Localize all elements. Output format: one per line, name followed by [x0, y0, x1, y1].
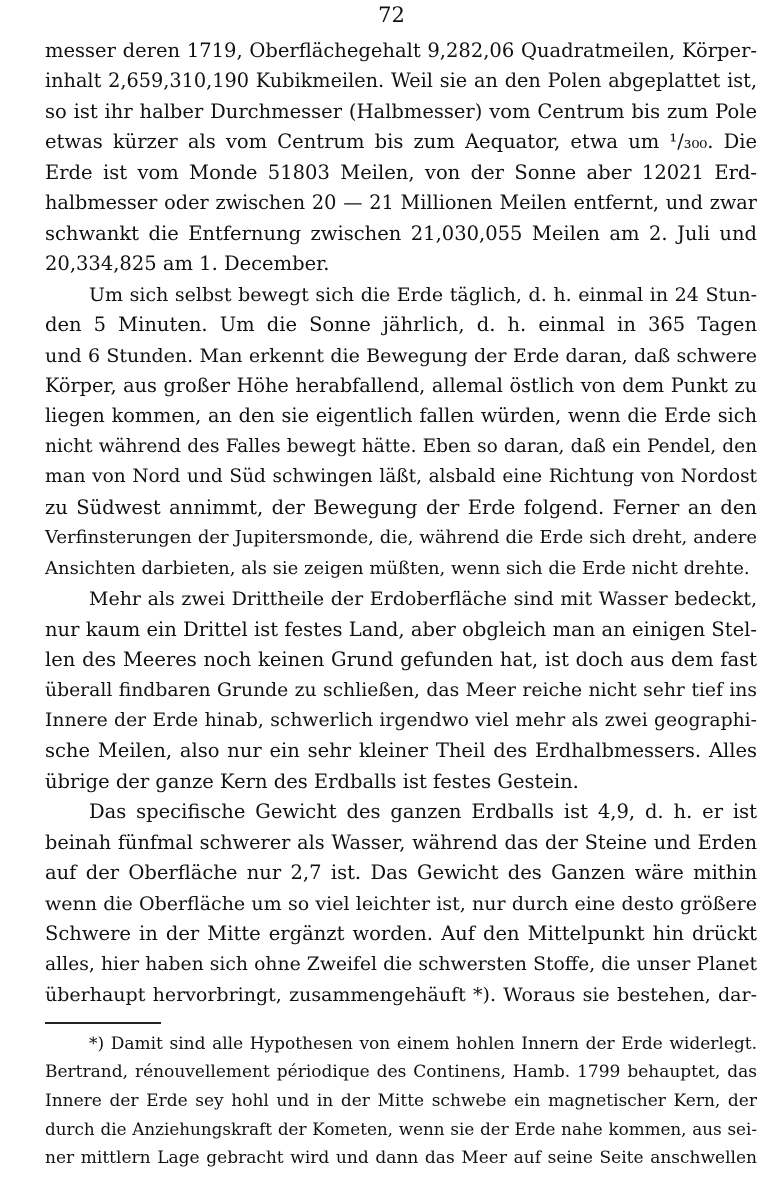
footnote-line: Innere der Erde sey hohl und in der Mitte schwebe ein magnetischer Kern, der — [45, 1090, 757, 1111]
text-line: überhaupt hervorbringt, zusammengehäuft *). Woraus sie bestehen, dar- — [45, 984, 757, 1007]
text-line: Das specifische Gewicht des ganzen Erdballs ist 4,9, d. h. er ist — [89, 800, 757, 824]
text-line: Innere der Erde hinab, schwerlich irgendwo viel mehr als zwei geographi- — [45, 709, 757, 731]
text-line: auf der Oberfläche nur 2,7 ist. Das Gewicht des Ganzen wäre mithin — [45, 861, 757, 885]
paragraph-1 — [45, 36, 757, 280]
paragraph-3 — [45, 584, 757, 797]
text-line: beinah fünfmal schwerer als Wasser, während das der Steine und Erden — [45, 830, 757, 854]
paragraph-4 — [45, 797, 757, 1010]
text-line: den 5 Minuten. Um die Sonne jährlich, d. h. einmal in 365 Tagen — [45, 313, 757, 337]
text-line: 20,334,825 am 1. December. — [45, 252, 330, 276]
text-line: sche Meilen, also nur ein sehr kleiner Theil des Erdhalbmessers. Alles — [45, 739, 757, 763]
paragraph-2 — [45, 280, 757, 585]
footnote — [45, 1030, 757, 1172]
text-line: liegen kommen, an den sie eigentlich fallen würden, wenn die Erde sich — [45, 404, 757, 428]
text-line: Mehr als zwei Drittheile der Erdoberfläche sind mit Wasser bedeckt, — [89, 588, 757, 611]
text-line: messer deren 1719, Oberflächegehalt 9,282,06 Quadratmeilen, Körper- — [45, 39, 757, 62]
text-line: nicht während des Falles bewegt hätte. Eben so daran, daß ein Pendel, den — [45, 435, 757, 457]
footnote-line: durch die Anziehungskraft der Kometen, wenn sie der Erde nahe kommen, aus sei- — [45, 1119, 757, 1140]
text-line: zu Südwest annimmt, der Bewegung der Erde folgend. Ferner an den — [45, 495, 757, 519]
text-line: schwankt die Entfernung zwischen 21,030,055 Meilen am 2. Juli und — [45, 221, 757, 245]
text-line: Körper, aus großer Höhe herabfallend, allemal östlich von dem Punkt zu — [45, 373, 757, 397]
footnote-line: ner mittlern Lage gebracht wird und dann das Meer auf seine Seite anschwellen — [45, 1147, 757, 1168]
footnote-line: *) Damit sind alle Hypothesen von einem hohlen Innern der Erde widerlegt. — [89, 1034, 757, 1054]
text-line: Verfinsterungen der Jupitersmonde, die, während die Erde sich dreht, andere — [45, 527, 757, 549]
text-line: übrige der ganze Kern des Erdballs ist festes Gestein. — [45, 769, 579, 793]
text-line: Erde ist vom Monde 51803 Meilen, von der Sonne aber 12021 Erd- — [45, 160, 757, 184]
text-line: alles, hier haben sich ohne Zweifel die schwersten Stoffe, die unser Planet — [45, 953, 757, 975]
text-line: len des Meeres noch keinen Grund gefunden hat, ist doch aus dem fast — [45, 648, 757, 672]
footnote-divider — [45, 1022, 161, 1024]
text-line: überall findbaren Grunde zu schließen, das Meer reiche nicht sehr tief ins — [45, 679, 757, 701]
text-line: Um sich selbst bewegt sich die Erde täglich, d. h. einmal in 24 Stun- — [89, 283, 757, 306]
text-line: man von Nord und Süd schwingen läßt, alsbald eine Richtung von Nordost — [45, 466, 757, 488]
text-line: und 6 Stunden. Man erkennt die Bewegung der Erde daran, daß schwere — [45, 344, 757, 367]
text-line: Schwere in der Mitte ergänzt worden. Auf den Mittelpunkt hin drückt — [45, 922, 757, 946]
text-line: so ist ihr halber Durchmesser (Halbmesser) vom Centrum bis zum Pole — [45, 99, 757, 123]
text-line: wenn die Oberfläche um so viel leichter ist, nur durch eine desto größere — [45, 892, 757, 915]
text-line: Ansichten darbieten, als sie zeigen müßten, wenn sich die Erde nicht drehte. — [45, 557, 750, 579]
text-line: nur kaum ein Drittel ist festes Land, aber obgleich man an einigen Stel- — [45, 617, 757, 641]
body-text — [45, 36, 757, 1011]
page-number: 72 — [378, 3, 405, 27]
text-line: halbmesser oder zwischen 20 — 21 Millionen Meilen entfernt, und zwar — [45, 191, 757, 215]
footnote-line: Bertrand, rénouvellement périodique des Continens, Hamb. 1799 behauptet, das — [45, 1062, 757, 1083]
text-line: inhalt 2,659,310,190 Kubikmeilen. Weil sie an den Polen abgeplattet ist, — [45, 69, 757, 93]
text-line: etwas kürzer als vom Centrum bis zum Aequator, etwa um ¹/₃₀₀. Die — [45, 130, 757, 154]
